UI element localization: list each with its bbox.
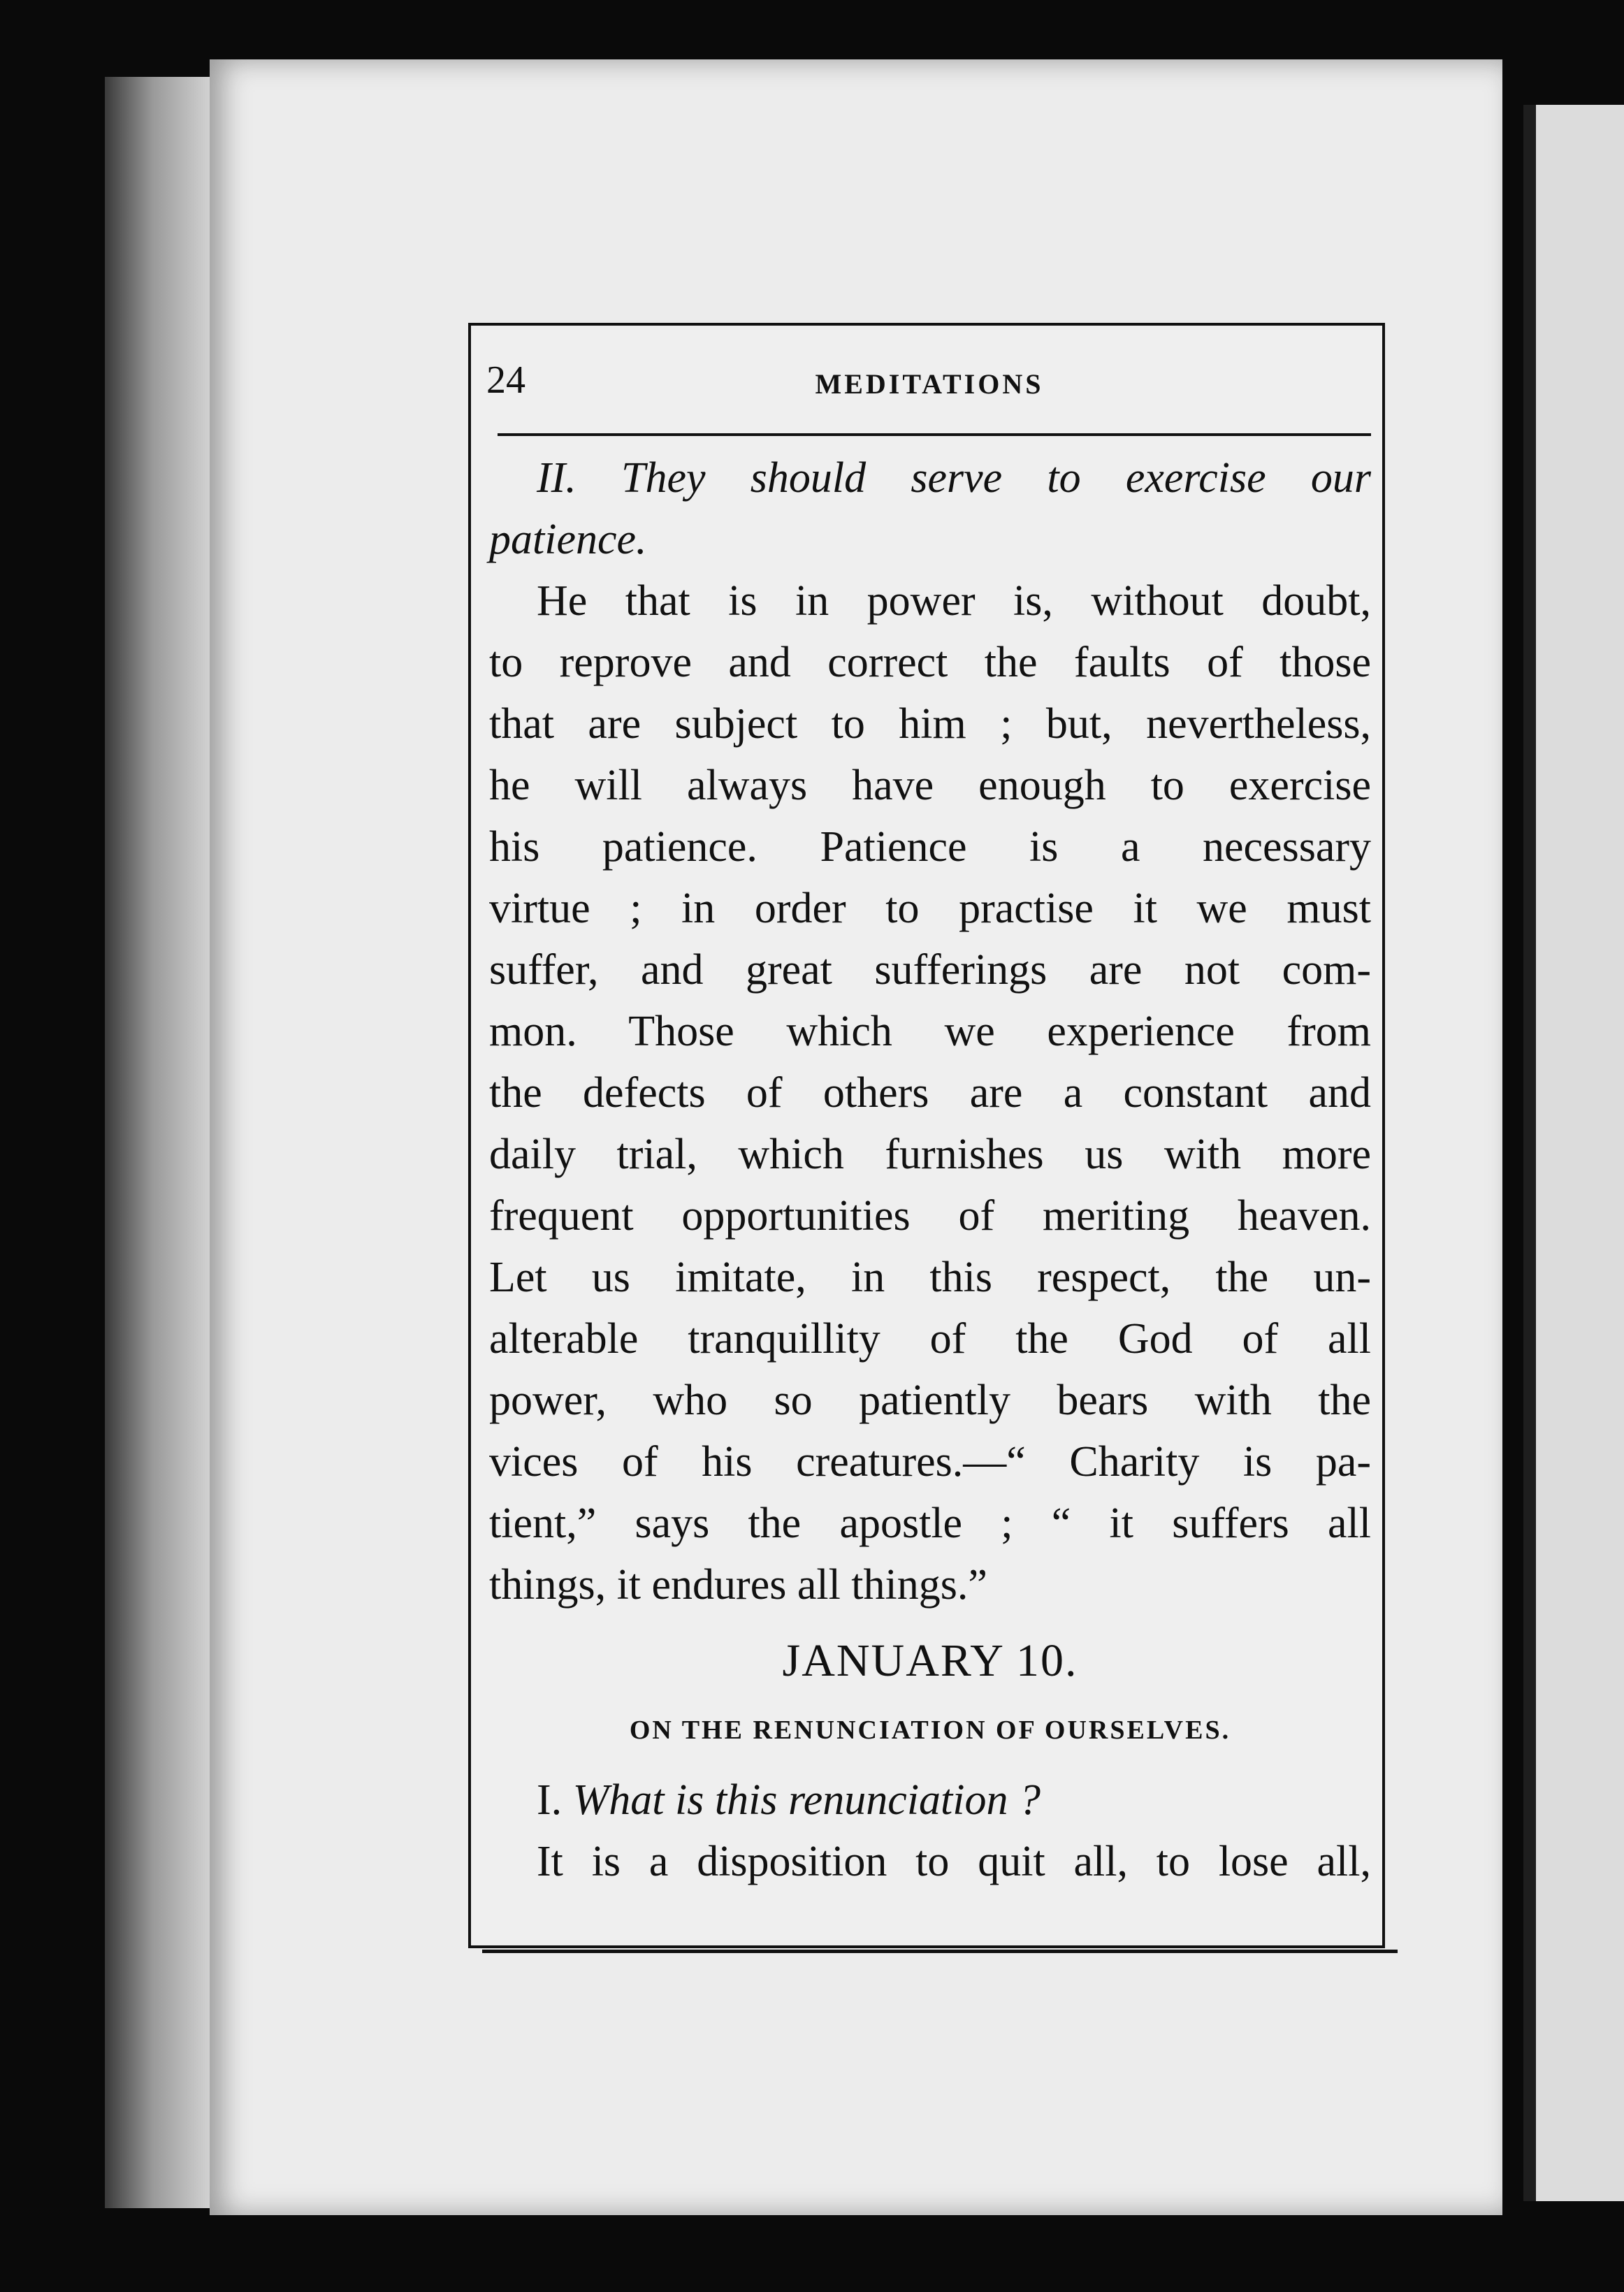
text-line: he will always have enough to exercise — [489, 762, 1371, 809]
text-line: alterable tranquillity of the God of all — [489, 1315, 1371, 1363]
text-line: his patience. Patience is a necessary — [489, 823, 1371, 871]
body-text — [489, 447, 1371, 1892]
header-rule — [498, 433, 1371, 436]
text-line: daily trial, which furnishes us with more — [489, 1131, 1371, 1178]
text-line: tient,” says the apostle ; “ it suffers all — [489, 1500, 1371, 1547]
text-line: virtue ; in order to practise it we must — [489, 885, 1371, 932]
text-line: frequent opportunities of meriting heaven. — [489, 1192, 1371, 1240]
point-one-numeral: I. — [537, 1776, 563, 1824]
text-line: that are subject to him ; but, nevertheless, — [489, 700, 1371, 748]
facing-page — [1523, 105, 1624, 2201]
text-line: Let us imitate, in this respect, the un- — [489, 1254, 1371, 1301]
text-line: vices of his creatures.—“ Charity is pa- — [489, 1438, 1371, 1486]
point-one-heading — [489, 1769, 1371, 1831]
text-line: the defects of others are a constant and — [489, 1069, 1371, 1117]
text-line: suffer, and great sufferings are not com- — [489, 946, 1371, 994]
text-line: power, who so patiently bears with the — [489, 1377, 1371, 1424]
point-two-heading: II. They should serve to exercise our — [537, 454, 1371, 502]
footer-rule — [482, 1950, 1398, 1953]
text-line: mon. Those which we experience from — [489, 1008, 1371, 1055]
running-head: MEDITATIONS — [815, 368, 1044, 400]
text-line: to reprove and correct the faults of those — [489, 639, 1371, 686]
text-line: He that is in power is, without doubt, — [537, 577, 1371, 625]
section-heading: JANUARY 10. — [782, 1635, 1078, 1686]
text-line: patience. — [489, 516, 647, 563]
section-subheading: ON THE RENUNCIATION OF OURSELVES. — [629, 1716, 1231, 1745]
page-header — [486, 358, 1372, 414]
text-line: things, it endures all things.” — [489, 1561, 987, 1609]
point-one-title: What is this renunciation ? — [572, 1776, 1041, 1824]
page-number: 24 — [486, 358, 525, 402]
text-line: It is a disposition to quit all, to lose all, — [537, 1838, 1371, 1885]
